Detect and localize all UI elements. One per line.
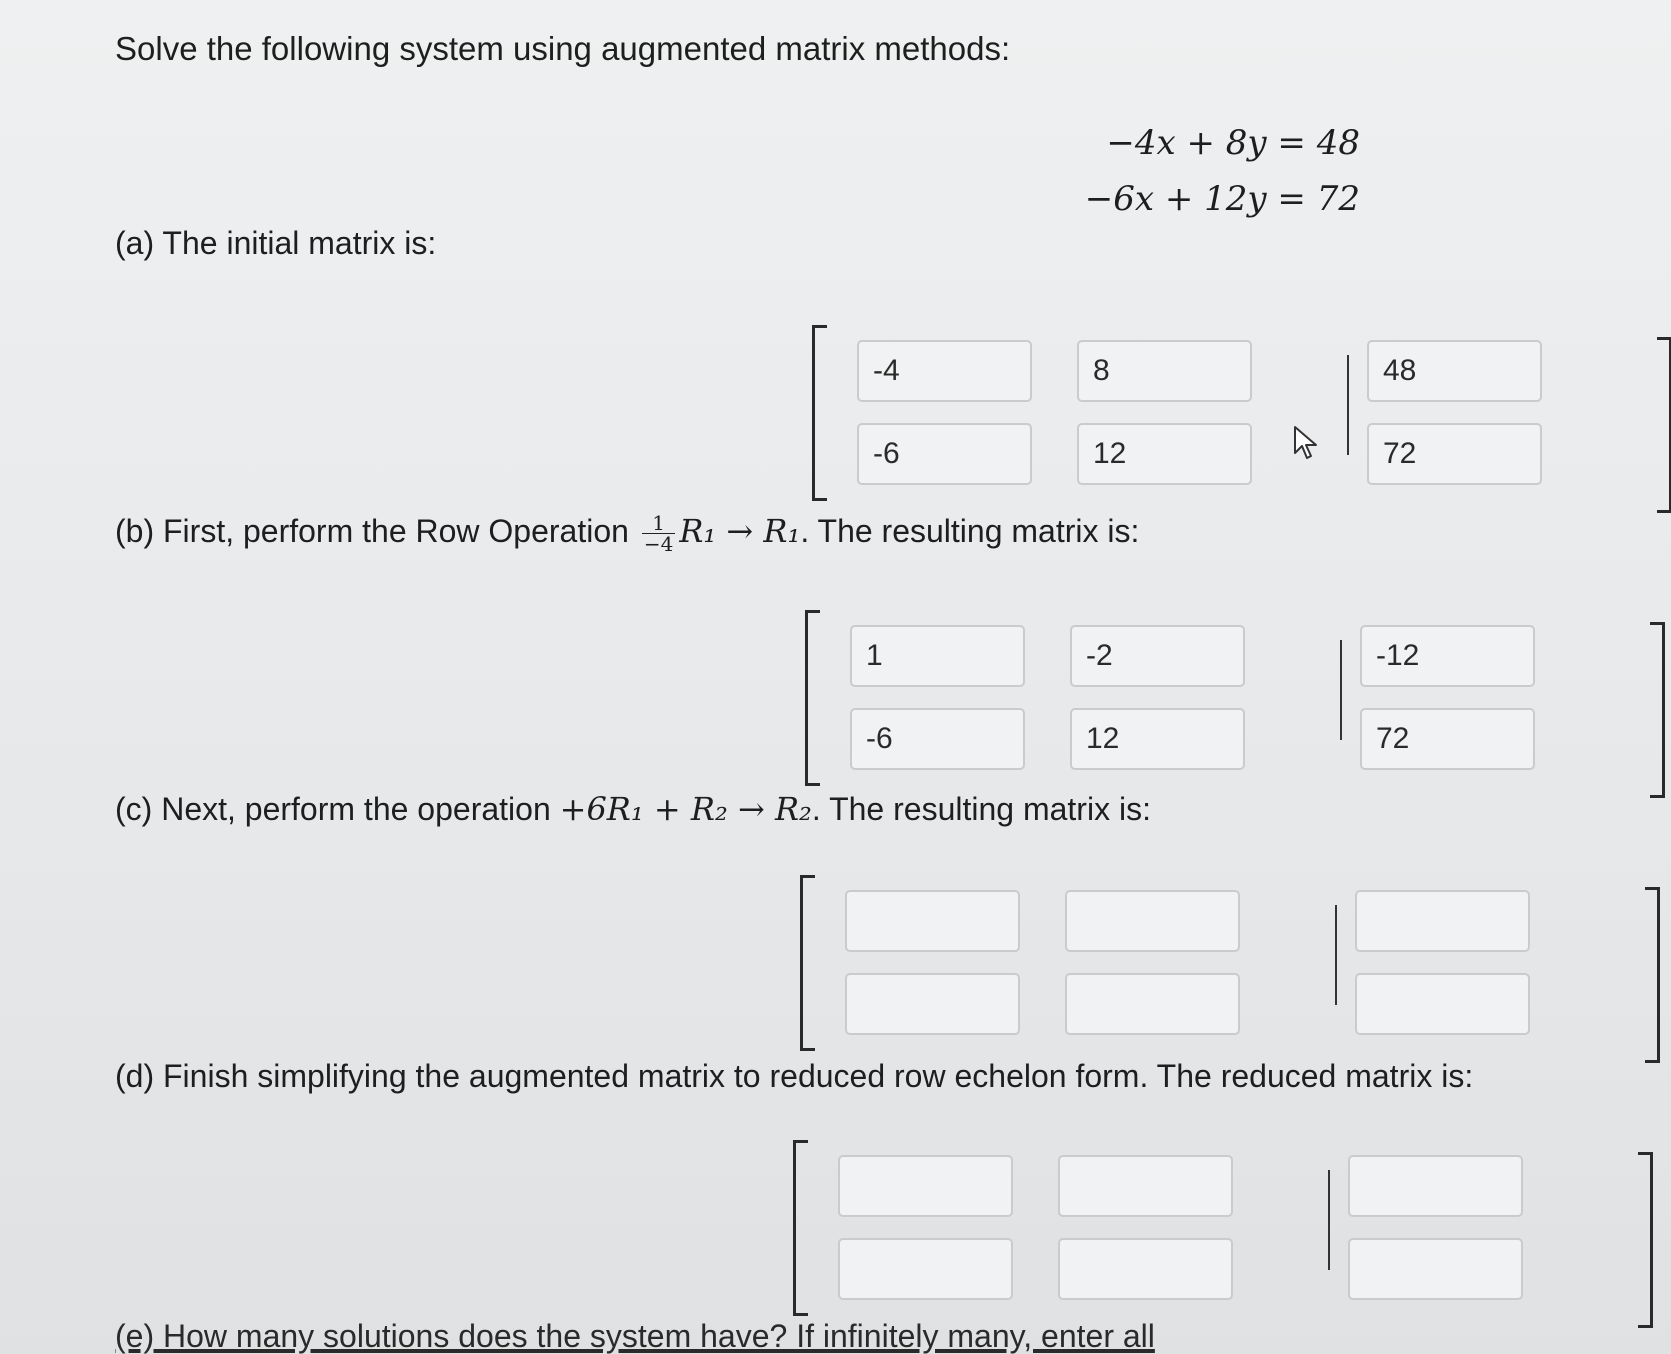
- matrix-a-r2c2[interactable]: [1077, 423, 1252, 485]
- matrix-b-r2c3[interactable]: [1360, 708, 1535, 770]
- matrix-right-bracket: [1657, 337, 1671, 513]
- matrix-left-bracket: [805, 610, 820, 786]
- augment-divider: [1335, 905, 1337, 1005]
- matrix-b-r1c1[interactable]: [850, 625, 1025, 687]
- part-e-label: (e) How many solutions does the system have? If infinitely many, enter all: [115, 1318, 1155, 1354]
- matrix-a-r2c3[interactable]: [1367, 423, 1542, 485]
- matrix-c-r1c1[interactable]: [845, 890, 1020, 952]
- matrix-d-r1c2[interactable]: [1058, 1155, 1233, 1217]
- matrix-right-bracket: [1650, 622, 1665, 798]
- part-c-label-suffix: . The resulting matrix is:: [811, 791, 1151, 827]
- part-b-label-suffix: . The resulting matrix is:: [800, 513, 1140, 549]
- part-b-label-prefix: (b) First, perform the Row Operation: [115, 513, 629, 549]
- equation-system: [1080, 115, 1360, 227]
- part-b-label: [115, 511, 1140, 557]
- matrix-d-r2c1[interactable]: [838, 1238, 1013, 1300]
- matrix-b-r2c2[interactable]: [1070, 708, 1245, 770]
- equation-2: −6x + 12y = 72: [1084, 179, 1360, 219]
- matrix-d-r1c3[interactable]: [1348, 1155, 1523, 1217]
- fraction-numerator: 1: [642, 513, 675, 534]
- matrix-c-r2c3[interactable]: [1355, 973, 1530, 1035]
- matrix-left-bracket: [800, 875, 815, 1051]
- matrix-left-bracket: [812, 325, 827, 501]
- matrix-c-r2c2[interactable]: [1065, 973, 1240, 1035]
- matrix-d: [793, 1140, 1653, 1310]
- matrix-c-r1c2[interactable]: [1065, 890, 1240, 952]
- matrix-c: [800, 875, 1660, 1045]
- equation-1: −4x + 8y = 48: [1106, 123, 1360, 163]
- problem-prompt: Solve the following system using augmented matrix methods:: [115, 30, 1011, 67]
- fraction-denominator: −4: [643, 532, 674, 557]
- matrix-a-r1c2[interactable]: [1077, 340, 1252, 402]
- matrix-d-r2c2[interactable]: [1058, 1238, 1233, 1300]
- augment-divider: [1340, 640, 1342, 740]
- augment-divider: [1347, 355, 1349, 455]
- matrix-d-r2c3[interactable]: [1348, 1238, 1523, 1300]
- part-d-label: (d) Finish simplifying the augmented matrix to reduced row echelon form. The reduced matrix is:: [115, 1058, 1474, 1094]
- matrix-a-r1c1[interactable]: [857, 340, 1032, 402]
- matrix-d-r1c1[interactable]: [838, 1155, 1013, 1217]
- matrix-b-r2c1[interactable]: [850, 708, 1025, 770]
- matrix-b-r1c2[interactable]: [1070, 625, 1245, 687]
- matrix-a-r2c1[interactable]: [857, 423, 1032, 485]
- matrix-c-r1c3[interactable]: [1355, 890, 1530, 952]
- row-op-fraction: [642, 511, 675, 557]
- matrix-right-bracket: [1645, 887, 1660, 1063]
- part-c-label: [115, 790, 1151, 828]
- mouse-pointer-icon: [1293, 425, 1319, 461]
- matrix-right-bracket: [1638, 1152, 1653, 1328]
- matrix-b-r1c3[interactable]: [1360, 625, 1535, 687]
- row-op-expression: R₁ → R₁: [679, 512, 801, 550]
- matrix-left-bracket: [793, 1140, 808, 1316]
- part-c-label-prefix: (c) Next, perform the operation: [115, 791, 551, 827]
- augment-divider: [1328, 1170, 1330, 1270]
- matrix-c-r2c1[interactable]: [845, 973, 1020, 1035]
- matrix-a: [812, 325, 1671, 495]
- matrix-a-r1c3[interactable]: [1367, 340, 1542, 402]
- part-a-label: (a) The initial matrix is:: [115, 225, 437, 261]
- row-op-expression: +6R₁ + R₂ → R₂: [559, 790, 812, 828]
- matrix-b: [805, 610, 1665, 780]
